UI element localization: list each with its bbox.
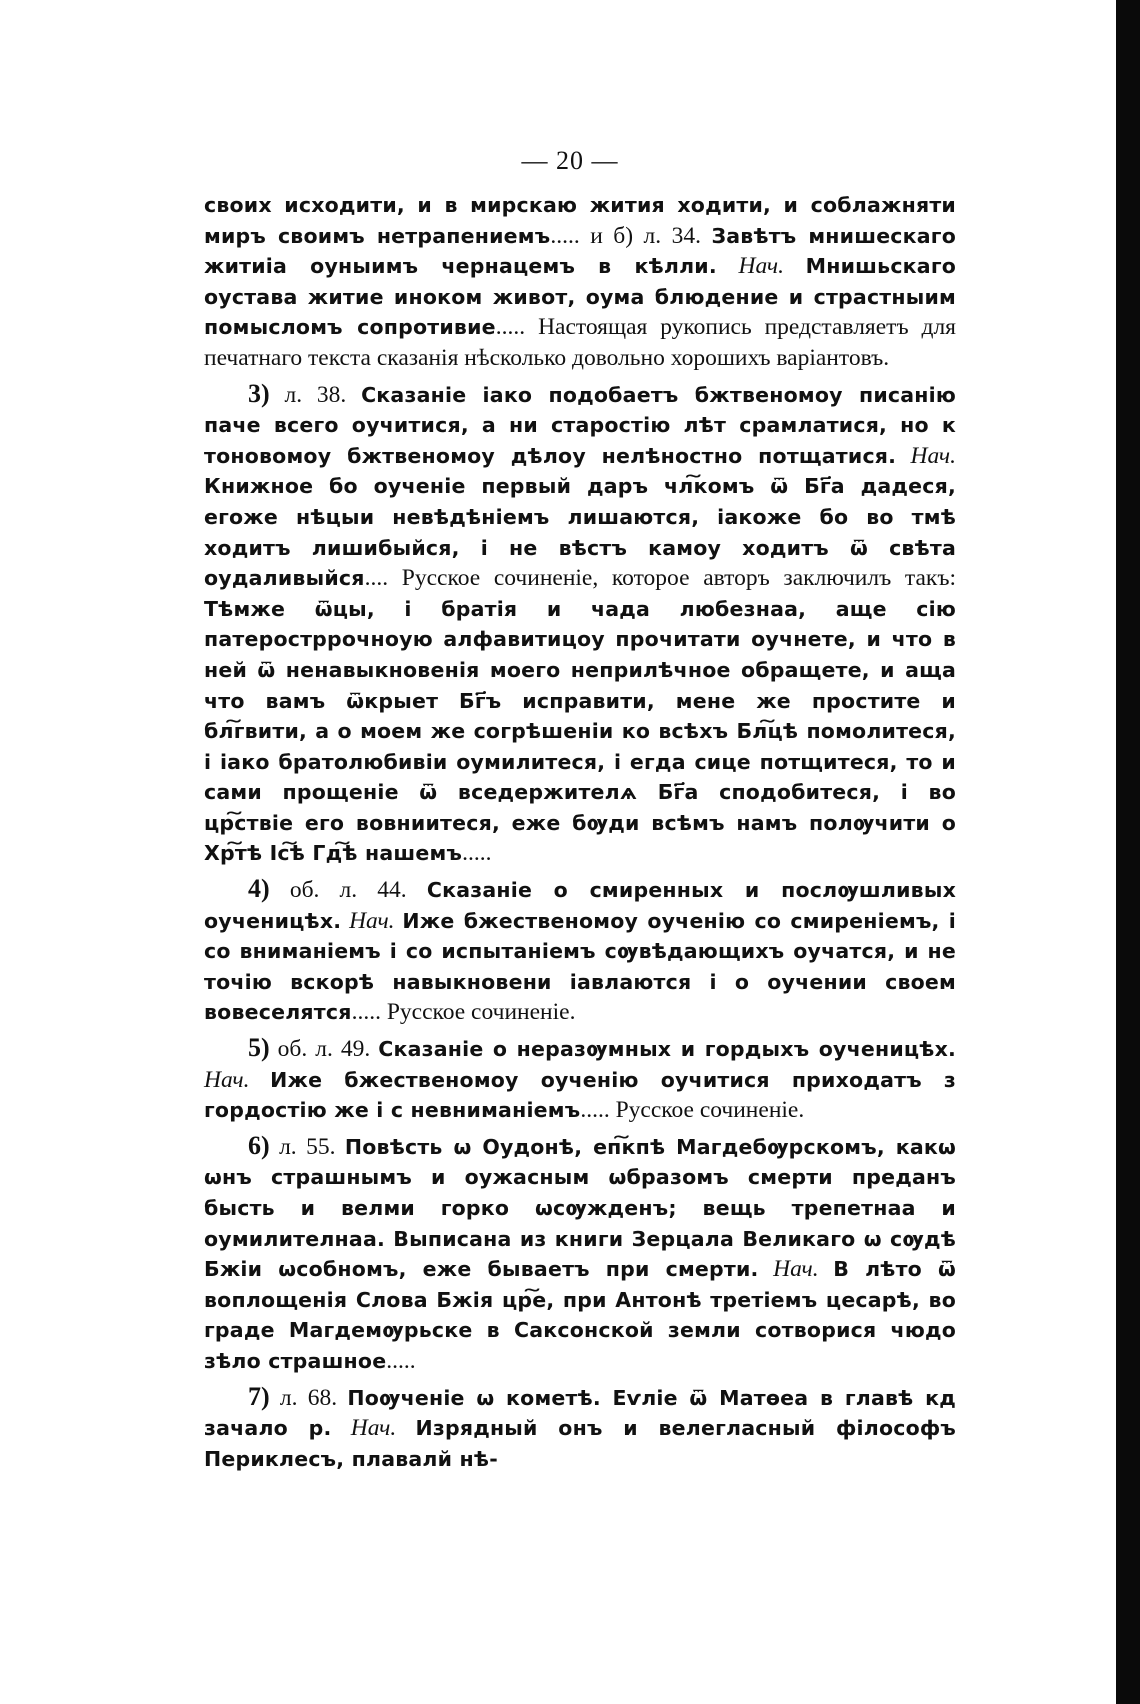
space <box>784 253 806 279</box>
paragraph-1 <box>204 190 956 374</box>
nach-label: Нач. <box>204 1066 250 1093</box>
page-number: — 20 — <box>521 146 619 175</box>
slavonic-title: Поѹченіе ѡ кометѣ. Еѵліе ѿ Матѳеа в главѣ кд зачало р. <box>204 1385 957 1441</box>
folio-ref: л. 68. <box>269 1384 348 1411</box>
space <box>250 1067 271 1093</box>
body-text: ..... Настоящая рукопись представляетъ для печатнаго текста сказанія нѣсколько довольно хорошихъ варіантовъ. <box>204 314 956 371</box>
paragraph-item-3 <box>204 379 956 870</box>
body-text: ..... Русское сочиненіе. <box>580 1097 805 1124</box>
item-number: 5) <box>248 1033 270 1063</box>
item-number: 4) <box>248 874 270 904</box>
item-number: 7) <box>248 1381 270 1411</box>
nach-label: Нач. <box>738 253 784 280</box>
item-number: 3) <box>248 378 270 408</box>
folio-ref: л. 55. <box>269 1133 345 1160</box>
body-text: ..... и б) л. 34. <box>550 222 712 249</box>
nach-label: Нач. <box>349 907 395 934</box>
paragraph-item-6 <box>204 1131 956 1377</box>
space <box>896 443 910 469</box>
slavonic-title: Сказаніе іако подобаетъ бжтвеномоу писанію паче всего оучитися, а ни старостію лѣт срамлатися, но к тоновомоу бжтвеномоу дѣлоу нелѣностно потщатися. <box>204 382 956 468</box>
space <box>819 1256 834 1282</box>
slavonic-title: Сказаніе о неразѹмных и гордыхъ оученицѣх. <box>378 1037 957 1062</box>
slavonic-incipit: Мнишьскаго оустава житие иноком живот, оума блюдение и страстныим помысломъ сопротивие <box>204 254 957 340</box>
slavonic-title: Завѣтъ мнишескаго житиіа оуныимъ чернацемъ в кѣлли. <box>204 223 957 279</box>
space <box>759 1256 774 1282</box>
nach-label: Нач. <box>350 1415 397 1442</box>
body-text: ..... <box>386 1347 416 1374</box>
body-text: ..... Русское сочиненіе. <box>351 999 576 1026</box>
scan-edge-shadow <box>1116 0 1140 1704</box>
slavonic-incipit: В лѣто ѿ воплощенія Слова Бжія цр͠е, при Антонѣ третіемъ цесарѣ, во граде Магдемѹрьске в Саксонской земли сотворися чюдо зѣло страшное <box>204 1257 957 1373</box>
paragraph-item-4 <box>204 874 956 1028</box>
space <box>717 253 739 279</box>
slavonic-quote: Тѣмже ѿцы, і братія и чада любезнаа, аще сію патеростррочноую алфавитицоу прочитати оучнете, и что в ней ѿ ненавыкновенія моего неприлѣчное обращете, и аща что вамъ ѿкрыет Бг҃ъ исправити, мене же простите и бл͠гвити, а о моем же согрѣшеніи ко всѣхъ Бл͠цѣ помолитеся, і іако братолюбивіи оумилитеся, і егда сице потщитеся, то и сами прощеніе ѿ вседержителѧ Бг҃а сподобитеся, і во цр͠ствіе его вовниитеся, еже бѹди всѣмъ намъ полѹчити о Хр͠тѣ Іс͠ѣ Гд͠ѣ нашемъ <box>204 596 956 866</box>
body-text: .... Русское сочиненіе, которое авторъ заключилъ такъ: <box>364 565 956 592</box>
nach-label: Нач. <box>910 442 956 469</box>
paragraph-item-7 <box>204 1382 956 1475</box>
text-body <box>204 190 956 1474</box>
space <box>341 908 349 934</box>
body-text: ..... <box>462 840 492 867</box>
slavonic-text: своих исходити, и в мирскаю жития ходити, и соблажняти миръ своимъ нетрапениемъ <box>204 193 956 248</box>
slavonic-incipit: Иже бжественомоу оученію оучитися приходатъ з гордостію же і с невниманіемъ <box>204 1067 956 1123</box>
paragraph-item-5 <box>204 1033 956 1126</box>
nach-label: Нач. <box>773 1256 819 1283</box>
folio-ref: л. 38. <box>269 381 362 408</box>
folio-ref: об. л. 44. <box>269 877 427 904</box>
slavonic-incipit: Изрядный онъ и велегласный філософъ Периклесъ, плавалй нѣ- <box>204 1416 957 1471</box>
space <box>396 1415 415 1441</box>
slavonic-title: Повѣсть ѡ Оудонѣ, еп͠кпѣ Магдебѹрскомъ, какѡ ѡнъ страшнымъ и оужасным ѡбразомъ смерти преданъ бысть и велми горко ѡсѹжденъ; вещь трепетнаа и оумилителнаа. Выписана из книги Зерцала Великаго ѡ сѹдѣ Бжіи ѡсобномъ, еже бываетъ при смерти. <box>204 1134 956 1282</box>
folio-ref: об. л. 49. <box>269 1036 379 1063</box>
item-number: 6) <box>248 1130 270 1160</box>
slavonic-incipit: Иже бжественомоу оученію со смиреніемъ, і со вниманіемъ і со испытаніемъ сѹвѣдающихъ оучатся, и не точію вскорѣ навыкновени іавлаются і о оучении своем вовеселятся <box>204 908 957 1025</box>
slavonic-title: Сказаніе о смиренных и послѹшливых оученицѣх. <box>204 878 956 933</box>
slavonic-incipit: Книжное бо оученіе первый даръ чл͠комъ ѿ Бг҃а дадеся, егоже нѣцыи невѣдѣніемъ лишаются, іакоже бо во тмѣ ходитъ лишибыйся, і не вѣстъ камоу ходитъ ѿ свѣта оудаливыйся <box>204 474 956 591</box>
space <box>332 1415 351 1441</box>
